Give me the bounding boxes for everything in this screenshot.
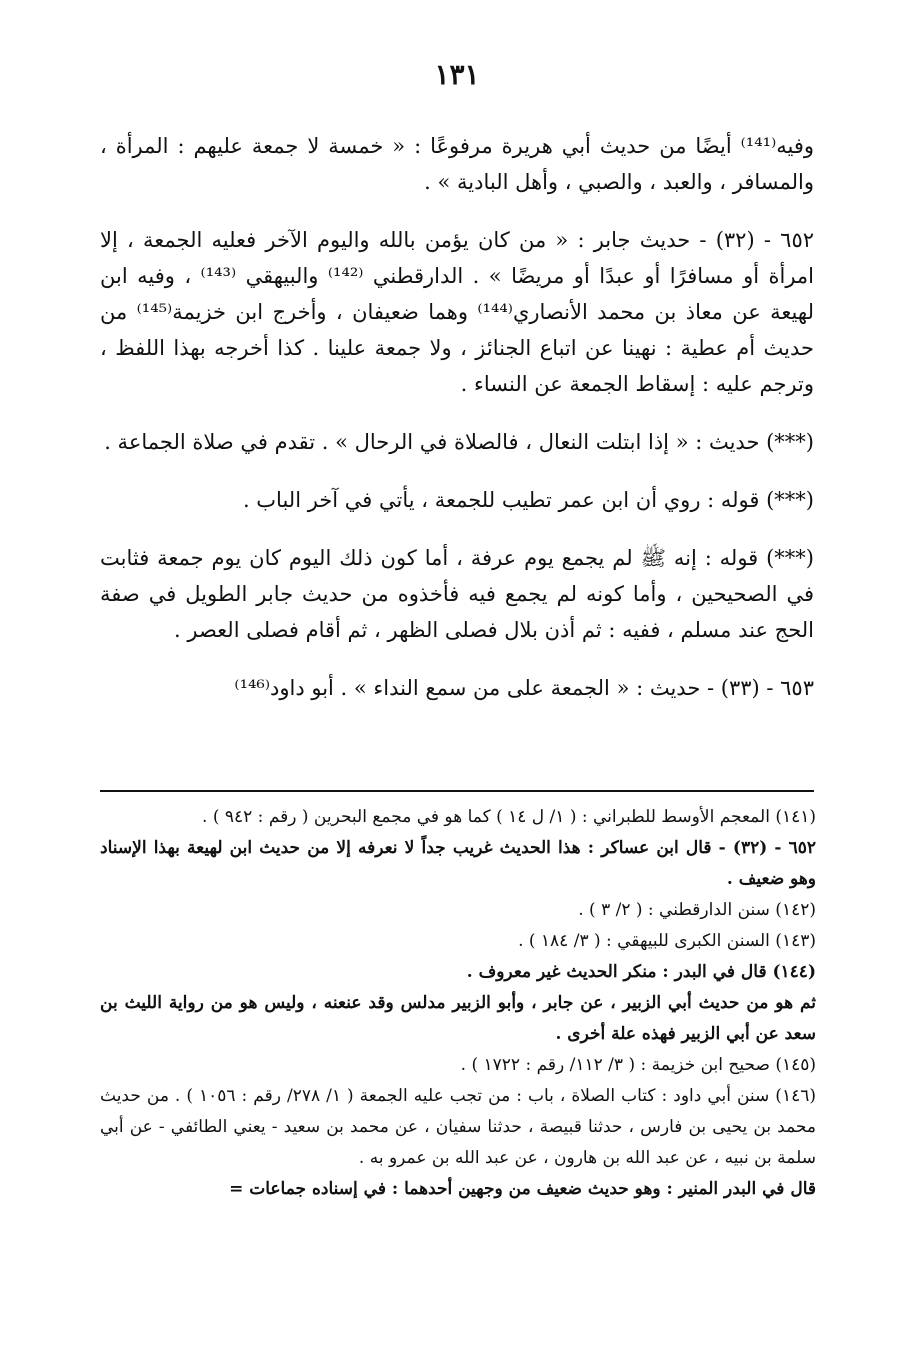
paragraph: وفيه⁽¹⁴¹⁾ أيضًا من حديث أبي هريرة مرفوعًا : « خمسة لا جمعة عليهم : المرأة ، والمسافر ، والعبد ، والصبي ، وأهل البادية » . (100, 134, 814, 194)
footnote-142: (١٤٢) سنن الدارقطني : ( ٢/ ٣ ) . (578, 900, 816, 920)
footnote-143: (١٤٣) السنن الكبرى للبيهقي : ( ٣/ ١٨٤ ) . (518, 931, 816, 951)
footnote-144-continued: ثم هو من حديث أبي الزبير ، عن جابر ، وأبو الزبير مدلس وقد عنعنه ، وليس هو من رواية الليث بن سعد عن أبي الزبير فهذه علة أخرى . (100, 993, 816, 1044)
paragraph: (***) قوله : روي أن ابن عمر تطيب للجمعة ، يأتي في آخر الباب . (242, 488, 814, 512)
footnote-145: (١٤٥) صحيح ابن خزيمة : ( ٣/ ١١٢/ رقم : ١٧٢٢ ) . (460, 1055, 816, 1075)
main-text (100, 128, 814, 728)
paragraph: (***) حديث : « إذا ابتلت النعال ، فالصلاة في الرحال » . تقدم في صلاة الجماعة . (104, 430, 814, 454)
page-number: ١٣١ (434, 58, 480, 91)
footnotes (100, 802, 816, 1205)
footnote-144: (١٤٤) قال في البدر : منكر الحديث غير معروف . (466, 962, 816, 982)
paragraph-hadith-652: ٦٥٢ - (٣٢) - حديث جابر : « من كان يؤمن بالله واليوم الآخر فعليه الجمعة ، إلا امرأة أو مسافرًا أو عبدًا أو مريضًا » . الدارقطني ⁽¹⁴²⁾ والبيهقي ⁽¹⁴³⁾ ، وفيه ابن لهيعة عن معاذ بن محمد الأنصاري⁽¹⁴⁴⁾ وهما ضعيفان ، وأخرج ابن خزيمة⁽¹⁴⁵⁾ من حديث أم عطية : نهينا عن اتباع الجنائز ، ولا جمعة علينا . كذا أخرجه بهذا اللفظ ، وترجم عليه : إسقاط الجمعة عن النساء . (100, 228, 815, 396)
footnote-652: ٦٥٢ - (٣٢) - قال ابن عساكر : هذا الحديث غريب جداً لا نعرفه إلا من حديث ابن لهيعة بهذا الإسناد وهو ضعيف . (100, 838, 817, 889)
paragraph: (***) قوله : إنه ﷺ لم يجمع يوم عرفة ، أما كون ذلك اليوم كان يوم جمعة فثابت في الصحيحين ، وأما كونه لم يجمع فيه فأخذوه من حديث جابر الطويل في صفة الحج عند مسلم ، ففيه : ثم أذن بلال فصلى الظهر ، ثم أقام فصلى العصر . (100, 546, 814, 642)
footnote-141: (١٤١) المعجم الأوسط للطبراني : ( ١/ ل ١٤ ) كما هو في مجمع البحرين ( رقم : ٩٤٢ ) . (202, 807, 816, 827)
footnote-146: (١٤٦) سنن أبي داود : كتاب الصلاة ، باب : من تجب عليه الجمعة ( ١/ ٢٧٨/ رقم : ١٠٥٦ ) . من حديث محمد بن يحيى بن فارس ، حدثنا قبيصة ، حدثنا سفيان ، عن محمد بن سعيد - يعني الطائفي - عن أبي سلمة بن نبيه ، عن عبد الله بن هارون ، عن عبد الله بن عمرو به . (100, 1086, 816, 1168)
paragraph-hadith-653: ٦٥٣ - (٣٣) - حديث : « الجمعة على من سمع النداء » . أبو داود⁽¹⁴⁶⁾ (234, 676, 814, 700)
footnote-separator (100, 790, 814, 792)
footnote-146-continued: قال في البدر المنير : وهو حديث ضعيف من وجهين أحدهما : في إسناده جماعات = (229, 1179, 816, 1199)
